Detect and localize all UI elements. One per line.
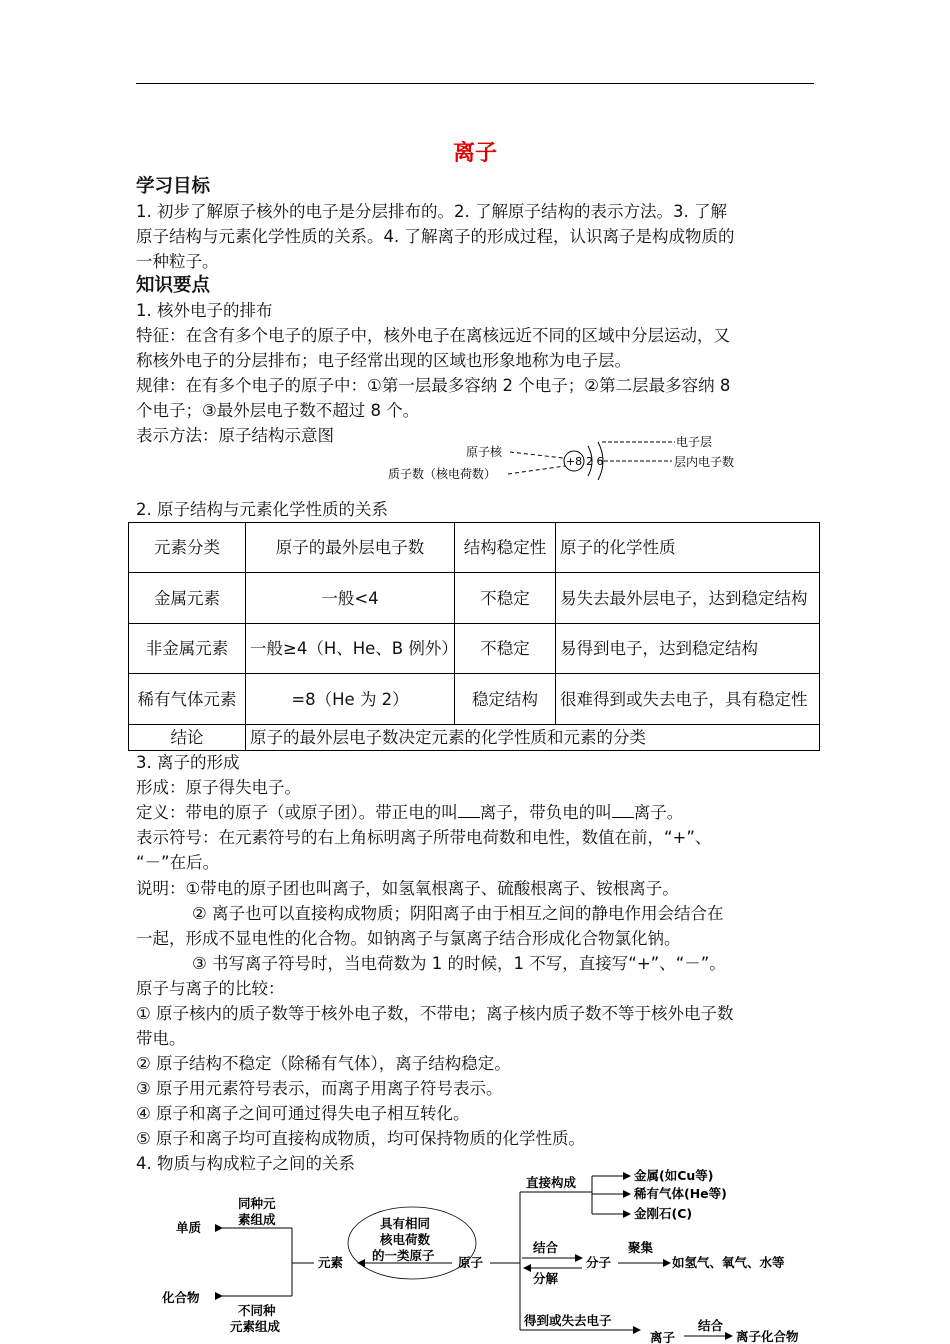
- table-row: [129, 573, 820, 624]
- compare-line: ① 原子核内的质子数等于核外电子数，不带电；离子核内质子数不等于核外电子数: [136, 1004, 734, 1023]
- table-cell: 一般<4: [246, 573, 455, 624]
- note-line: 一起，形成不显电性的化合物。如钠离子与氯离子结合形成化合物氯化钠。: [136, 929, 681, 948]
- protons-label: 质子数（核电荷数）: [388, 467, 497, 481]
- point1-line: 特征：在含有多个电子的原子中，核外电子在离核远近不同的区域中分层运动，又: [136, 326, 730, 345]
- table-cell: 易失去最外层电子，达到稳定结构: [556, 573, 820, 624]
- point2-heading: 2. 原子结构与元素化学性质的关系: [136, 500, 388, 519]
- molecule-label: 分子: [586, 1255, 612, 1270]
- note-line: ③ 书写离子符号时，当电荷数为 1 的时候，1 不写，直接写“+”、“－”。: [192, 954, 726, 973]
- simple-substance-label: 单质: [176, 1220, 202, 1235]
- table-header-cell: 结构稳定性: [455, 523, 556, 573]
- diamond-label: 金刚石(C): [634, 1206, 693, 1221]
- diff-element-label: 不同种: [238, 1303, 276, 1318]
- table-cell: =8（He 为 2）: [246, 674, 455, 725]
- molecule-examples: 如氢气、氧气、水等: [672, 1255, 785, 1270]
- leader-line: [508, 466, 565, 474]
- note-line: 说明：①带电的原子团也叫离子，如氢氧根离子、硫酸根离子、铵根离子。: [136, 879, 679, 898]
- decompose-label: 分解: [533, 1271, 559, 1286]
- def-text: 定义：带电的原子（或原子团）。带正电的叫: [136, 803, 458, 822]
- compound-label: 化合物: [162, 1290, 200, 1305]
- electron-count: 2 6: [586, 455, 604, 468]
- definition-text: 核电荷数: [380, 1232, 431, 1247]
- table-row: [129, 624, 820, 674]
- leader-line: [510, 452, 563, 458]
- table-cell: 一般≥4（H、He、B 例外）: [246, 624, 455, 674]
- conclusion-text: 原子的最外层电子数决定元素的化学性质和元素的分类: [246, 725, 820, 751]
- goals-line: 1. 初步了解原子核外的电子是分层排布的。2. 了解原子结构的表示方法。3. 了解: [136, 202, 727, 221]
- table-cell: 不稳定: [455, 624, 556, 674]
- table-header-cell: 原子的最外层电子数: [246, 523, 455, 573]
- charge-label: +8: [565, 455, 583, 468]
- def-text: 离子，带负电的叫: [479, 803, 612, 822]
- symbol-line: “－”在后。: [136, 853, 220, 872]
- same-element-label: 素组成: [238, 1212, 276, 1227]
- element-label: 元素: [318, 1255, 344, 1270]
- fill-blank[interactable]: [612, 803, 634, 818]
- direct-label: 直接构成: [526, 1175, 577, 1190]
- nucleus-label: 原子核: [466, 445, 503, 459]
- table-cell: 易得到电子，达到稳定结构: [556, 624, 820, 674]
- gather-label: 聚集: [628, 1240, 654, 1255]
- point1-heading: 1. 核外电子的排布: [136, 301, 273, 320]
- point1-line: 表示方法：原子结构示意图: [136, 426, 334, 445]
- ion-label: 离子: [650, 1330, 676, 1344]
- point1-line: 规律：在有多个电子的原子中：①第一层最多容纳 2 个电子；②第二层最多容纳 8: [136, 376, 731, 395]
- fill-blank[interactable]: [458, 803, 480, 818]
- goals-line: 一种粒子。: [136, 252, 219, 271]
- metal-label: 金属(如Cu等): [634, 1168, 714, 1183]
- shell-label: 电子层: [676, 435, 713, 449]
- table-header-row: [129, 523, 820, 573]
- header-rule: [136, 83, 814, 84]
- section-heading-goals: 学习目标: [136, 176, 211, 197]
- goals-line: 原子结构与元素化学性质的关系。4. 了解离子的形成过程，认识离子是构成物质的: [136, 227, 735, 246]
- table-cell: 不稳定: [455, 573, 556, 624]
- compare-line: ④ 原子和离子之间可通过得失电子相互转化。: [136, 1104, 470, 1123]
- table-row: [129, 674, 820, 725]
- definition-text: 的一类原子: [372, 1248, 435, 1263]
- same-element-label: 同种元: [238, 1196, 276, 1211]
- compare-heading: 原子与离子的比较：: [136, 979, 285, 998]
- substance-particle-diagram: [150, 1164, 830, 1344]
- compare-line: 带电。: [136, 1029, 186, 1048]
- noble-gas-label: 稀有气体(He等): [634, 1186, 727, 1201]
- section-heading-points: 知识要点: [136, 275, 211, 296]
- point4-heading: 4. 物质与构成粒子之间的关系: [136, 1154, 355, 1173]
- page-title: 离子: [452, 141, 497, 166]
- definition-text: 具有相同: [380, 1216, 431, 1231]
- atom-label: 原子: [458, 1255, 484, 1270]
- structure-property-table: [128, 522, 820, 751]
- atom-structure-diagram: [380, 428, 760, 488]
- definition-line: [136, 800, 816, 825]
- compare-line: ⑤ 原子和离子均可直接构成物质，均可保持物质的化学性质。: [136, 1129, 586, 1148]
- table-header-cell: 原子的化学性质: [556, 523, 820, 573]
- point1-line: 称核外电子的分层排布；电子经常出现的区域也形象地称为电子层。: [136, 351, 631, 370]
- table-header-cell: 元素分类: [129, 523, 246, 573]
- ionic-compound-label: 离子化合物: [736, 1329, 799, 1344]
- gain-lose-label: 得到或失去电子: [524, 1313, 612, 1328]
- note-line: ② 离子也可以直接构成物质；阴阳离子由于相互之间的静电作用会结合在: [192, 904, 724, 923]
- point3-heading: 3. 离子的形成: [136, 753, 240, 772]
- table-cell: 金属元素: [129, 573, 246, 624]
- point1-line: 个电子；③最外层电子数不超过 8 个。: [136, 401, 420, 420]
- table-cell: 非金属元素: [129, 624, 246, 674]
- table-cell: 稳定结构: [455, 674, 556, 725]
- def-text: 离子。: [633, 803, 684, 822]
- table-cell: 很难得到或失去电子，具有稳定性: [556, 674, 820, 725]
- combine-label: 结合: [533, 1240, 559, 1255]
- formation-line: 形成：原子得失电子。: [136, 778, 301, 797]
- table-cell: 稀有气体元素: [129, 674, 246, 725]
- symbol-line: 表示符号：在元素符号的右上角标明离子所带电荷数和电性，数值在前，“+”、: [136, 828, 712, 847]
- shell-electrons-label: 层内电子数: [674, 455, 735, 469]
- compare-line: ③ 原子用元素符号表示，而离子用离子符号表示。: [136, 1079, 503, 1098]
- combine2-label: 结合: [698, 1318, 724, 1333]
- compare-line: ② 原子结构不稳定（除稀有气体），离子结构稳定。: [136, 1054, 511, 1073]
- diff-element-label: 元素组成: [230, 1319, 281, 1334]
- conclusion-label: 结论: [129, 725, 246, 751]
- table-conclusion-row: [129, 725, 820, 751]
